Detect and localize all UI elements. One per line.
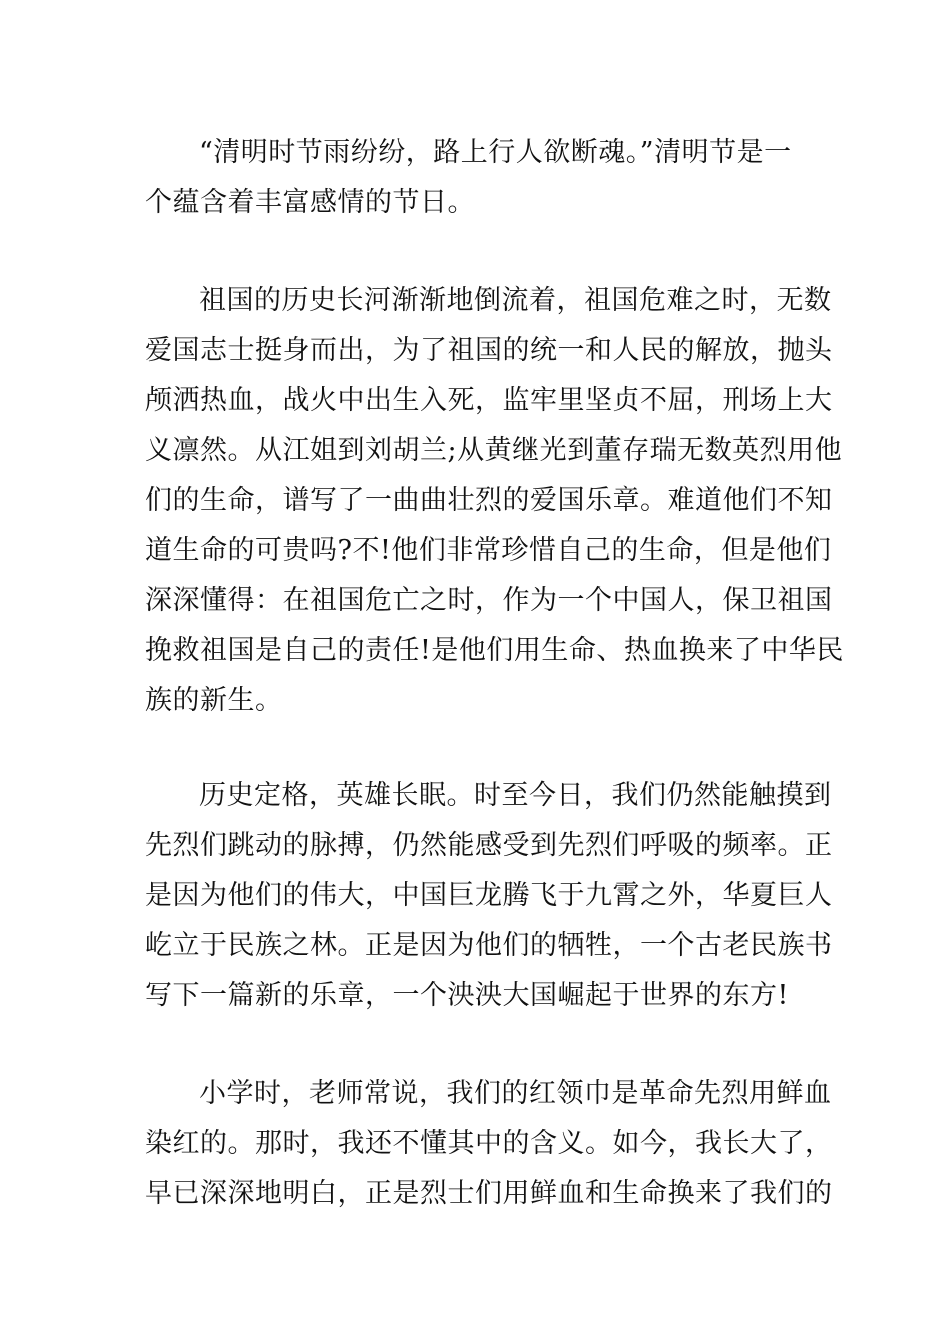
- paragraph-line: 个蕴含着丰富感情的节日。: [145, 187, 475, 218]
- paragraph-line: 是因为他们的伟大，中国巨龙腾飞于九霄之外，华夏巨人: [145, 880, 833, 911]
- paragraph-line: 爱国志士挺身而出，为了祖国的统一和人民的解放，抛头: [145, 335, 833, 366]
- paragraph-line: 早已深深地明白，正是烈士们用鲜血和生命换来了我们的: [145, 1178, 833, 1209]
- paragraph-line: 颅洒热血，战火中出生入死，监牢里坚贞不屈，刑场上大: [145, 385, 833, 416]
- paragraph-line: “清明时节雨纷纷，路上行人欲断魂。”清明节是一: [199, 137, 792, 168]
- paragraph-line: 道生命的可贵吗?不!他们非常珍惜自己的生命，但是他们: [145, 535, 832, 566]
- paragraph-line: 族的新生。: [145, 685, 283, 716]
- paragraph-line: 屹立于民族之林。正是因为他们的牺牲，一个古老民族书: [145, 930, 833, 961]
- paragraph-4: [145, 1069, 833, 1219]
- paragraph-line: 写下一篇新的乐章，一个泱泱大国崛起于世界的东方!: [145, 980, 789, 1011]
- paragraph-line: 祖国的历史长河渐渐地倒流着，祖国危难之时，无数: [199, 285, 832, 316]
- paragraph-line: 小学时，老师常说，我们的红领巾是革命先烈用鲜血: [199, 1078, 832, 1109]
- paragraph-line: 们的生命，谱写了一曲曲壮烈的爱国乐章。难道他们不知: [145, 485, 833, 516]
- paragraph-line: 义凛然。从江姐到刘胡兰;从黄继光到董存瑞无数英烈用他: [145, 435, 843, 466]
- paragraph-1: [145, 128, 817, 228]
- paragraph-line: 染红的。那时，我还不懂其中的含义。如今，我长大了，: [145, 1128, 833, 1159]
- paragraph-2: [145, 276, 844, 726]
- paragraph-3: [145, 771, 833, 1021]
- paragraph-line: 先烈们跳动的脉搏，仍然能感受到先烈们呼吸的频率。正: [145, 830, 833, 861]
- paragraph-line: 深深懂得：在祖国危亡之时，作为一个中国人，保卫祖国: [145, 585, 833, 616]
- paragraph-line: 历史定格，英雄长眠。时至今日，我们仍然能触摸到: [199, 780, 832, 811]
- paragraph-line: 挽救祖国是自己的责任!是他们用生命、热血换来了中华民: [145, 635, 844, 666]
